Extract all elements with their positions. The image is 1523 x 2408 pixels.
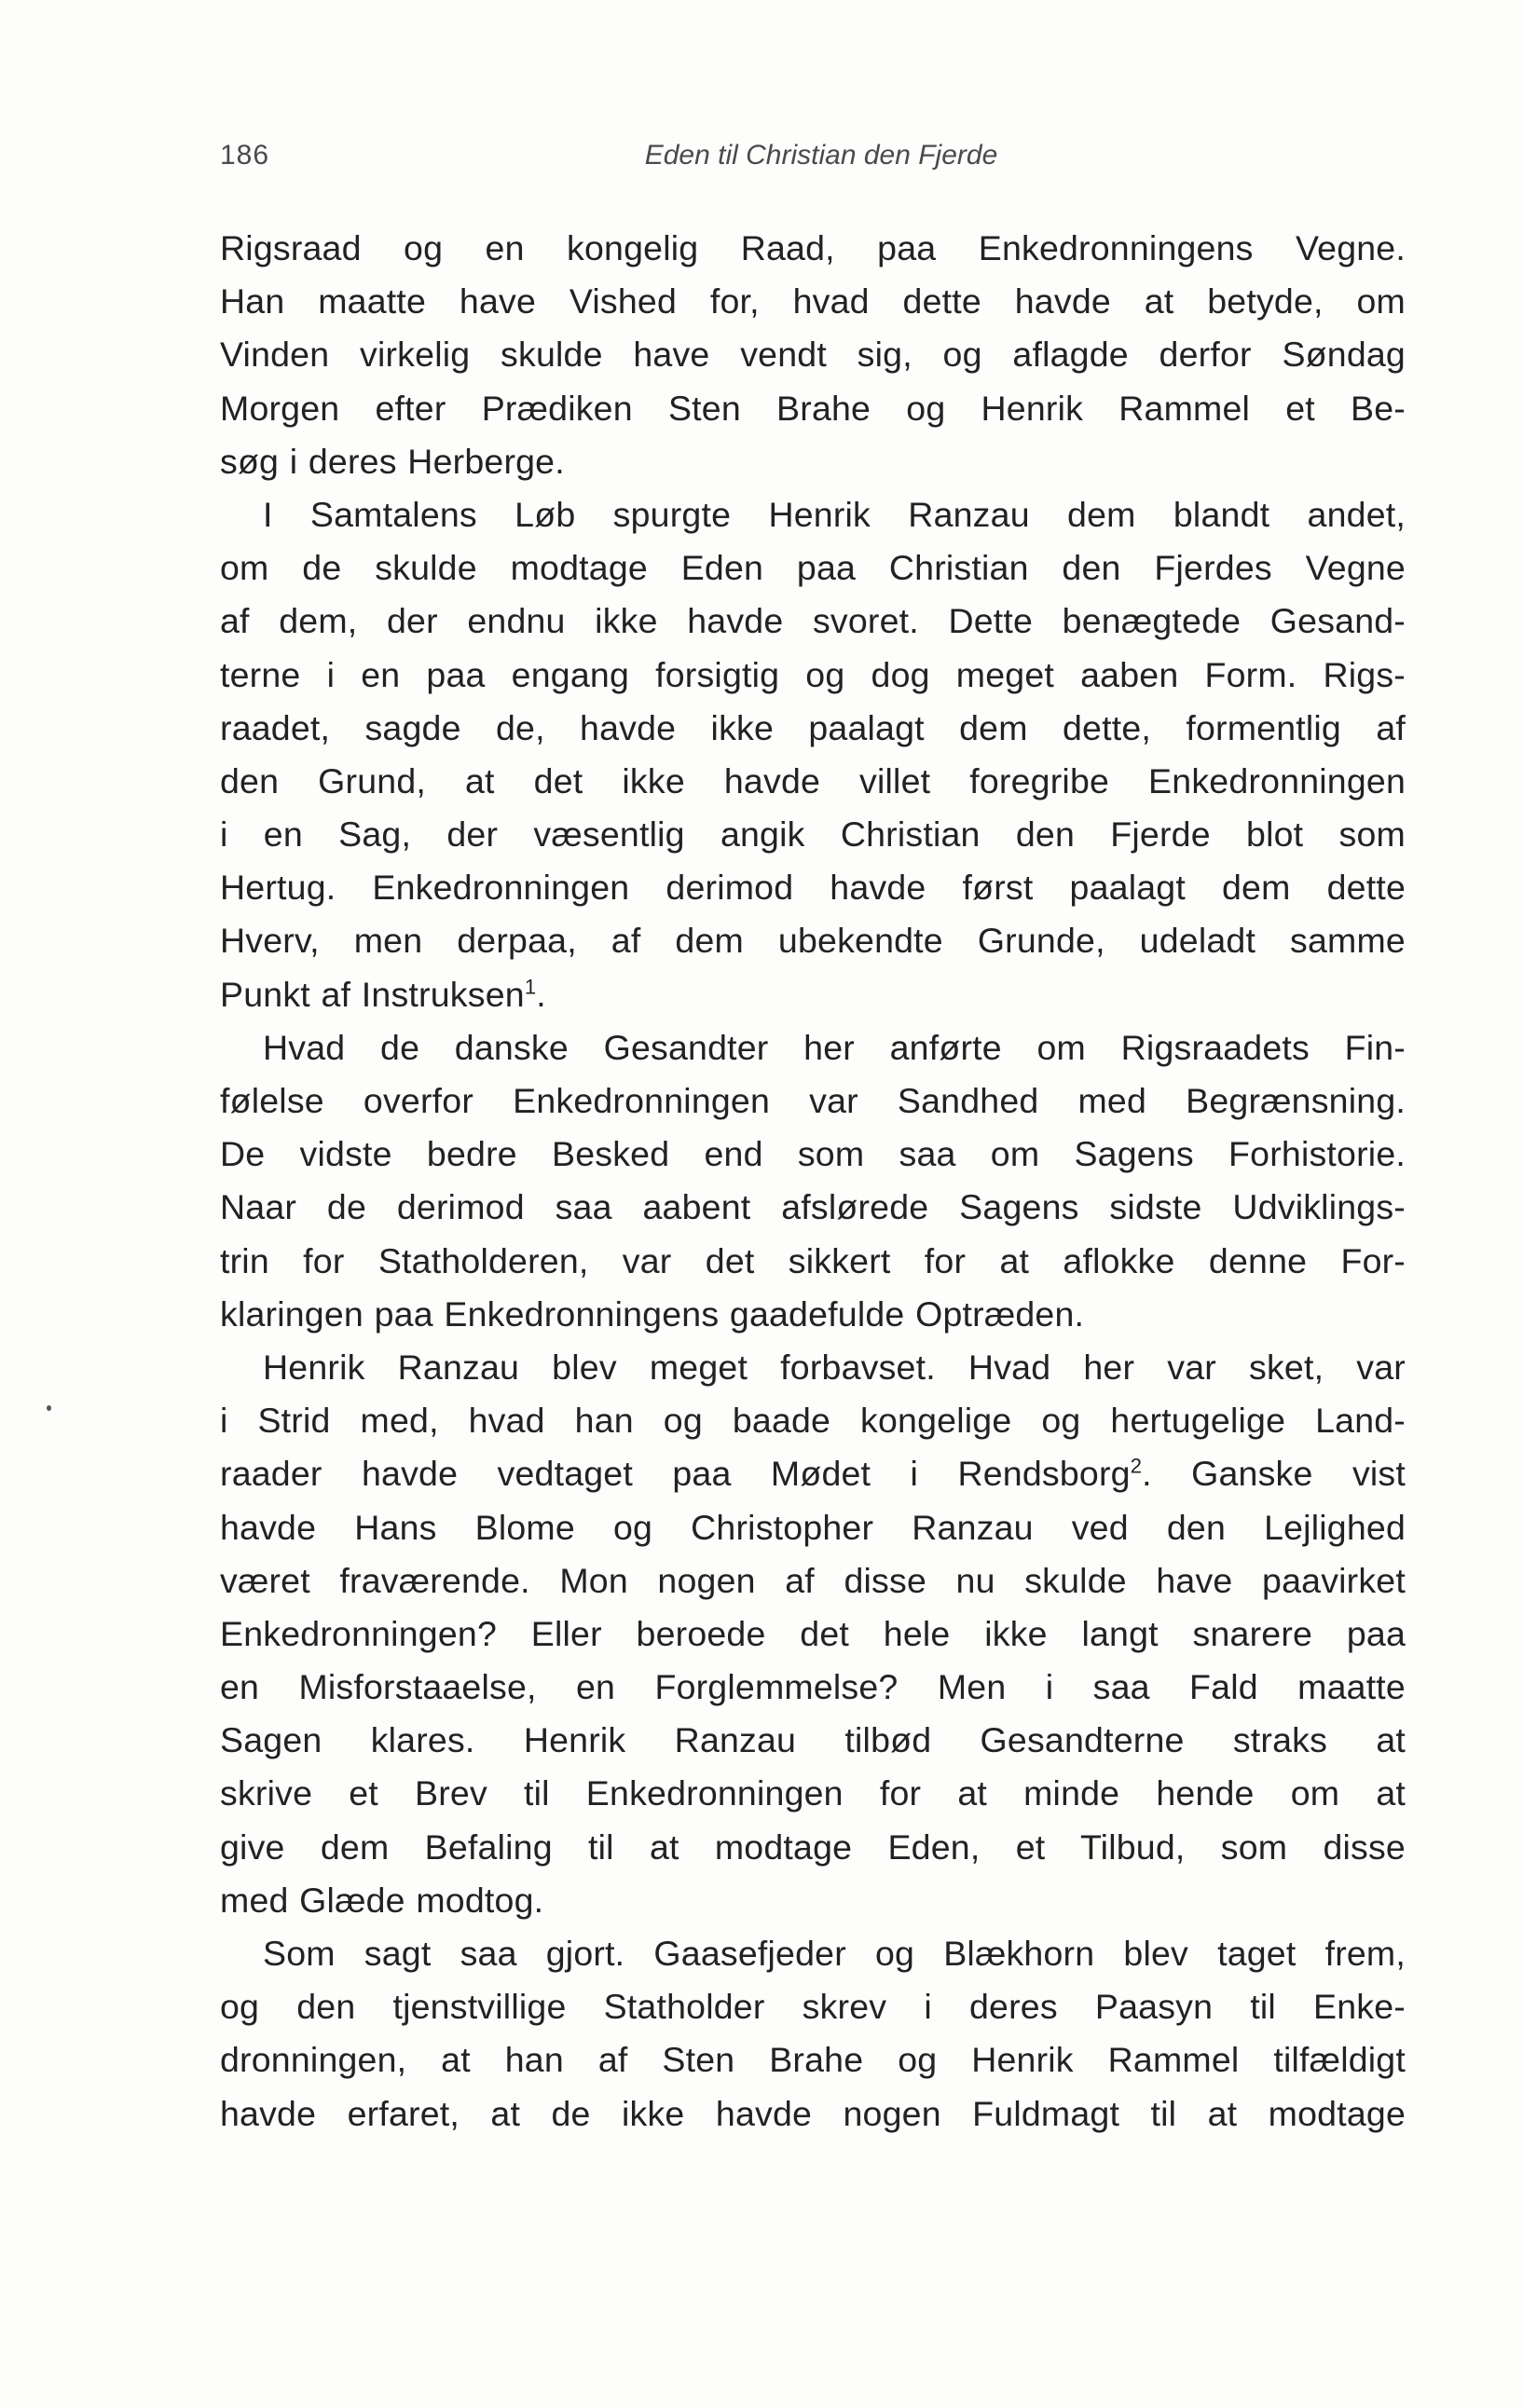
text-line: raader havde vedtaget paa Mødet i Rendsborg$^2$. Ganske vist <box>220 1454 1406 1494</box>
text-line: I Samtalens Løb spurgte Henrik Ranzau dem blandt andet, <box>263 494 1406 534</box>
text-line: Enkedronningen? Eller beroede det hele ikke langt snarere paa <box>220 1613 1406 1653</box>
text-line: dronningen, at han af Sten Brahe og Henrik Rammel tilfældigt <box>220 2040 1406 2080</box>
text-line: skrive et Brev til Enkedronningen for at minde hende om at <box>220 1773 1406 1813</box>
stray-ink-dot <box>47 1405 51 1411</box>
text-line: havde Hans Blome og Christopher Ranzau ved den Lejlighed <box>220 1507 1406 1547</box>
footnote-marker: 1 <box>524 975 537 999</box>
text-line: af dem, der endnu ikke havde svoret. Dette benægtede Gesand- <box>220 601 1406 641</box>
text-line: i en Sag, der væsentlig angik Christian den Fjerde blot som <box>220 814 1406 855</box>
text-line: med Glæde modtog. <box>220 1880 544 1920</box>
text-line: Hertug. Enkedronningen derimod havde først paalagt dem dette <box>220 868 1406 908</box>
text-line: Morgen efter Prædiken Sten Brahe og Henrik Rammel et Be- <box>220 388 1406 428</box>
text-line: trin for Statholderen, var det sikkert for at aflokke denne For- <box>220 1240 1406 1280</box>
text-line: Som sagt saa gjort. Gaasefjeder og Blækhorn blev taget frem, <box>263 1934 1406 1973</box>
text-line: Hverv, men derpaa, af dem ubekendte Grunde, udeladt samme <box>220 921 1406 961</box>
text-line: en Misforstaaelse, en Forglemmelse? Men i saa Fald maatte <box>220 1667 1406 1707</box>
text-line: Sagen klares. Henrik Ranzau tilbød Gesandterne straks at <box>220 1720 1406 1760</box>
text-line: Vinden virkelig skulde have vendt sig, og aflagde derfor Søndag <box>220 335 1406 375</box>
text-line: terne i en paa engang forsigtig og dog meget aaben Form. Rigs- <box>220 654 1406 694</box>
running-title: Eden til Christian den Fjerde <box>644 140 998 171</box>
footnote-marker: 2 <box>1130 1454 1143 1478</box>
text-line: Han maatte have Vished for, hvad dette havde at betyde, om <box>220 281 1406 322</box>
text-line: De vidste bedre Besked end som saa om Sagens Forhistorie. <box>220 1134 1406 1174</box>
text-line: Henrik Ranzau blev meget forbavset. Hvad her var sket, var <box>263 1347 1406 1387</box>
body-text <box>220 222 1406 2141</box>
text-line: om de skulde modtage Eden paa Christian den Fjerdes Vegne <box>220 548 1406 588</box>
text-line: havde erfaret, at de ikke havde nogen Fuldmagt til at modtage <box>220 2093 1406 2133</box>
text-line: give dem Befaling til at modtage Eden, et Tilbud, som disse <box>220 1827 1406 1867</box>
page-number: 186 <box>220 140 270 171</box>
text-line: følelse overfor Enkedronningen var Sandhed med Begrænsning. <box>220 1081 1406 1120</box>
text-line: i Strid med, hvad han og baade kongelige og hertugelige Land- <box>220 1401 1406 1441</box>
text-line: og den tjenstvillige Statholder skrev i deres Paasyn til Enke- <box>220 1987 1406 2027</box>
running-head <box>220 140 1404 186</box>
text-line: Hvad de danske Gesandter her anførte om Rigsraadets Fin- <box>263 1027 1406 1067</box>
text-line: Punkt af Instruksen$^1$. <box>220 974 546 1014</box>
text-line: den Grund, at det ikke havde villet foregribe Enkedronningen <box>220 760 1406 800</box>
text-line: raadet, sagde de, havde ikke paalagt dem dette, formentlig af <box>220 707 1406 747</box>
text-line: været fraværende. Mon nogen af disse nu skulde have paavirket <box>220 1560 1406 1600</box>
text-line: søg i deres Herberge. <box>220 441 565 481</box>
text-line: Rigsraad og en kongelig Raad, paa Enkedronningens Vegne. <box>220 228 1406 267</box>
text-line: klaringen paa Enkedronningens gaadefulde Optræden. <box>220 1293 1085 1334</box>
text-line: Naar de derimod saa aabent afslørede Sagens sidste Udviklings- <box>220 1187 1406 1227</box>
